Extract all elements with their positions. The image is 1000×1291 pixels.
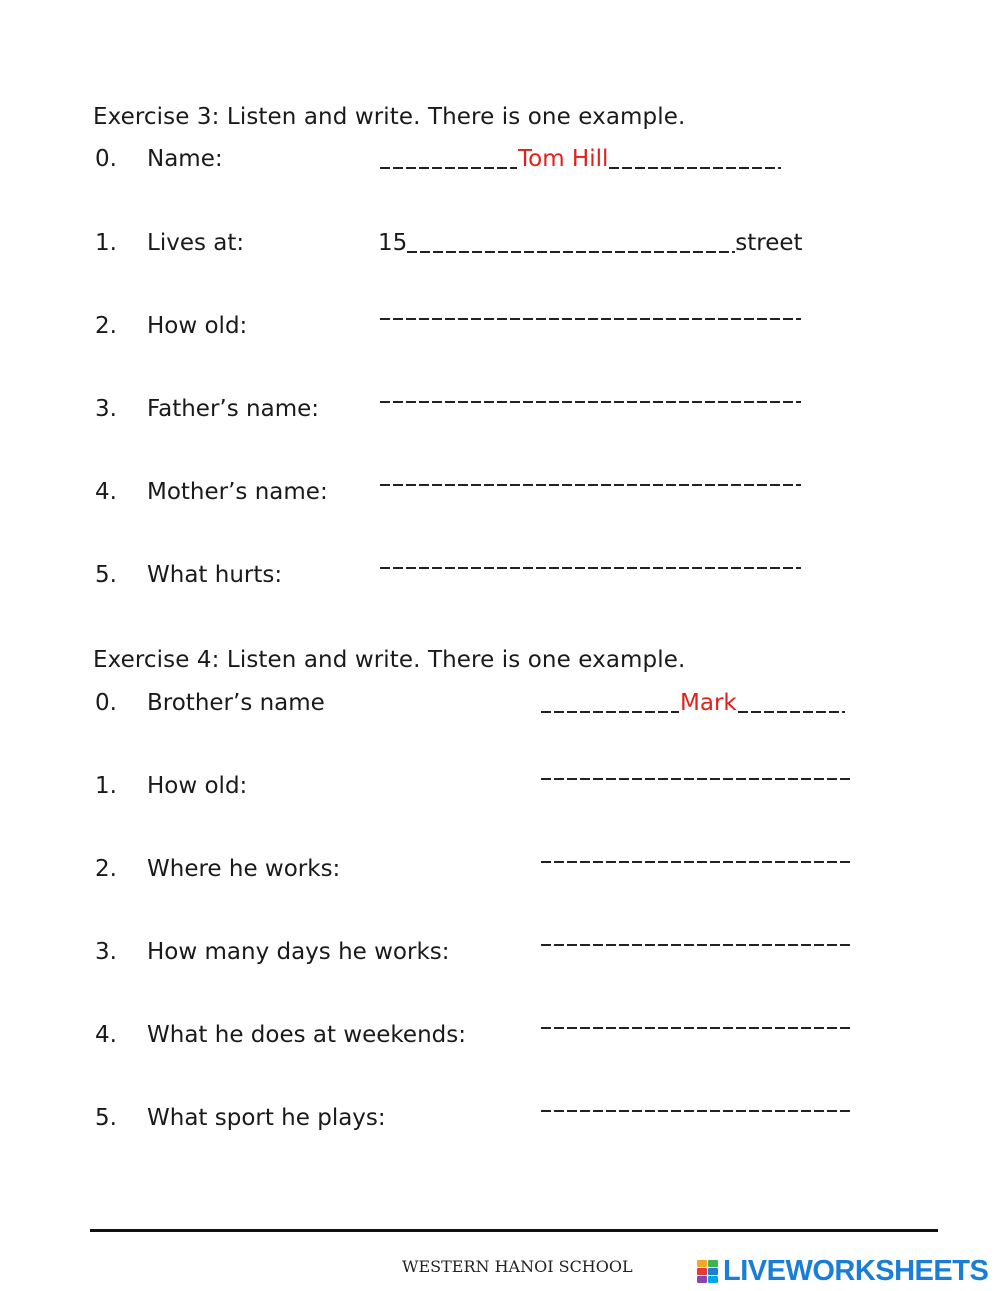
brand-name: LIVEWORKSHEETS (723, 1255, 989, 1287)
ex3-item-4 (0, 479, 1000, 519)
item-label: How old: (147, 313, 248, 339)
item-number: 2. (95, 856, 117, 882)
ex3-answer-field-2[interactable] (380, 321, 801, 323)
ex4-answer-field-1[interactable] (541, 781, 853, 783)
liveworksheets-brand[interactable] (697, 1255, 988, 1288)
ex3-item-5 (0, 562, 1000, 602)
example-answer: Mark (680, 690, 737, 716)
ex4-item-1 (0, 773, 1000, 813)
ex3-answer-field-0[interactable] (380, 146, 781, 172)
item-label: Father’s name: (147, 396, 319, 422)
item-label: Name: (147, 146, 223, 172)
exercise-3-heading: Exercise 3: Listen and write. There is one example. (93, 104, 686, 130)
item-number: 1. (95, 230, 117, 256)
item-number: 0. (95, 690, 117, 716)
ex4-answer-field-0[interactable] (541, 690, 845, 716)
item-number: 0. (95, 146, 117, 172)
ex3-answer-field-4[interactable] (380, 487, 801, 489)
item-label: Brother’s name (147, 690, 325, 716)
item-label: Where he works: (147, 856, 341, 882)
item-number: 2. (95, 313, 117, 339)
ex4-answer-field-5[interactable] (541, 1113, 853, 1115)
ex3-item-2 (0, 313, 1000, 353)
item-label: Lives at: (147, 230, 245, 256)
item-label: Mother’s name: (147, 479, 328, 505)
ex3-answer-field-5[interactable] (380, 570, 801, 572)
item-number: 4. (95, 1022, 117, 1048)
field-suffix: street (735, 230, 803, 256)
ex4-answer-field-3[interactable] (541, 947, 853, 949)
exercise-4-heading: Exercise 4: Listen and write. There is one example. (93, 647, 686, 673)
item-label: What hurts: (147, 562, 283, 588)
item-number: 3. (95, 939, 117, 965)
item-number: 1. (95, 773, 117, 799)
ex3-answer-field-1[interactable] (378, 230, 803, 256)
item-number: 5. (95, 1105, 117, 1131)
footer-divider (90, 1229, 938, 1232)
field-prefix: 15 (378, 230, 408, 256)
ex4-answer-field-2[interactable] (541, 864, 853, 866)
item-number: 3. (95, 396, 117, 422)
ex4-item-4 (0, 1022, 1000, 1062)
item-label: How old: (147, 773, 248, 799)
ex4-answer-field-4[interactable] (541, 1030, 853, 1032)
item-label: What sport he plays: (147, 1105, 386, 1131)
ex4-item-3 (0, 939, 1000, 979)
ex4-item-2 (0, 856, 1000, 896)
school-name: WESTERN HANOI SCHOOL (402, 1257, 633, 1276)
item-label: How many days he works: (147, 939, 450, 965)
ex4-item-5 (0, 1105, 1000, 1145)
ex3-item-3 (0, 396, 1000, 436)
liveworksheets-logo-icon (697, 1260, 719, 1284)
item-number: 5. (95, 562, 117, 588)
example-answer: Tom Hill (518, 146, 609, 172)
ex4-item-0 (0, 690, 1000, 730)
ex3-item-0 (0, 146, 1000, 186)
item-label: What he does at weekends: (147, 1022, 466, 1048)
ex3-answer-field-3[interactable] (380, 404, 801, 406)
ex3-item-1 (0, 230, 1000, 270)
item-number: 4. (95, 479, 117, 505)
